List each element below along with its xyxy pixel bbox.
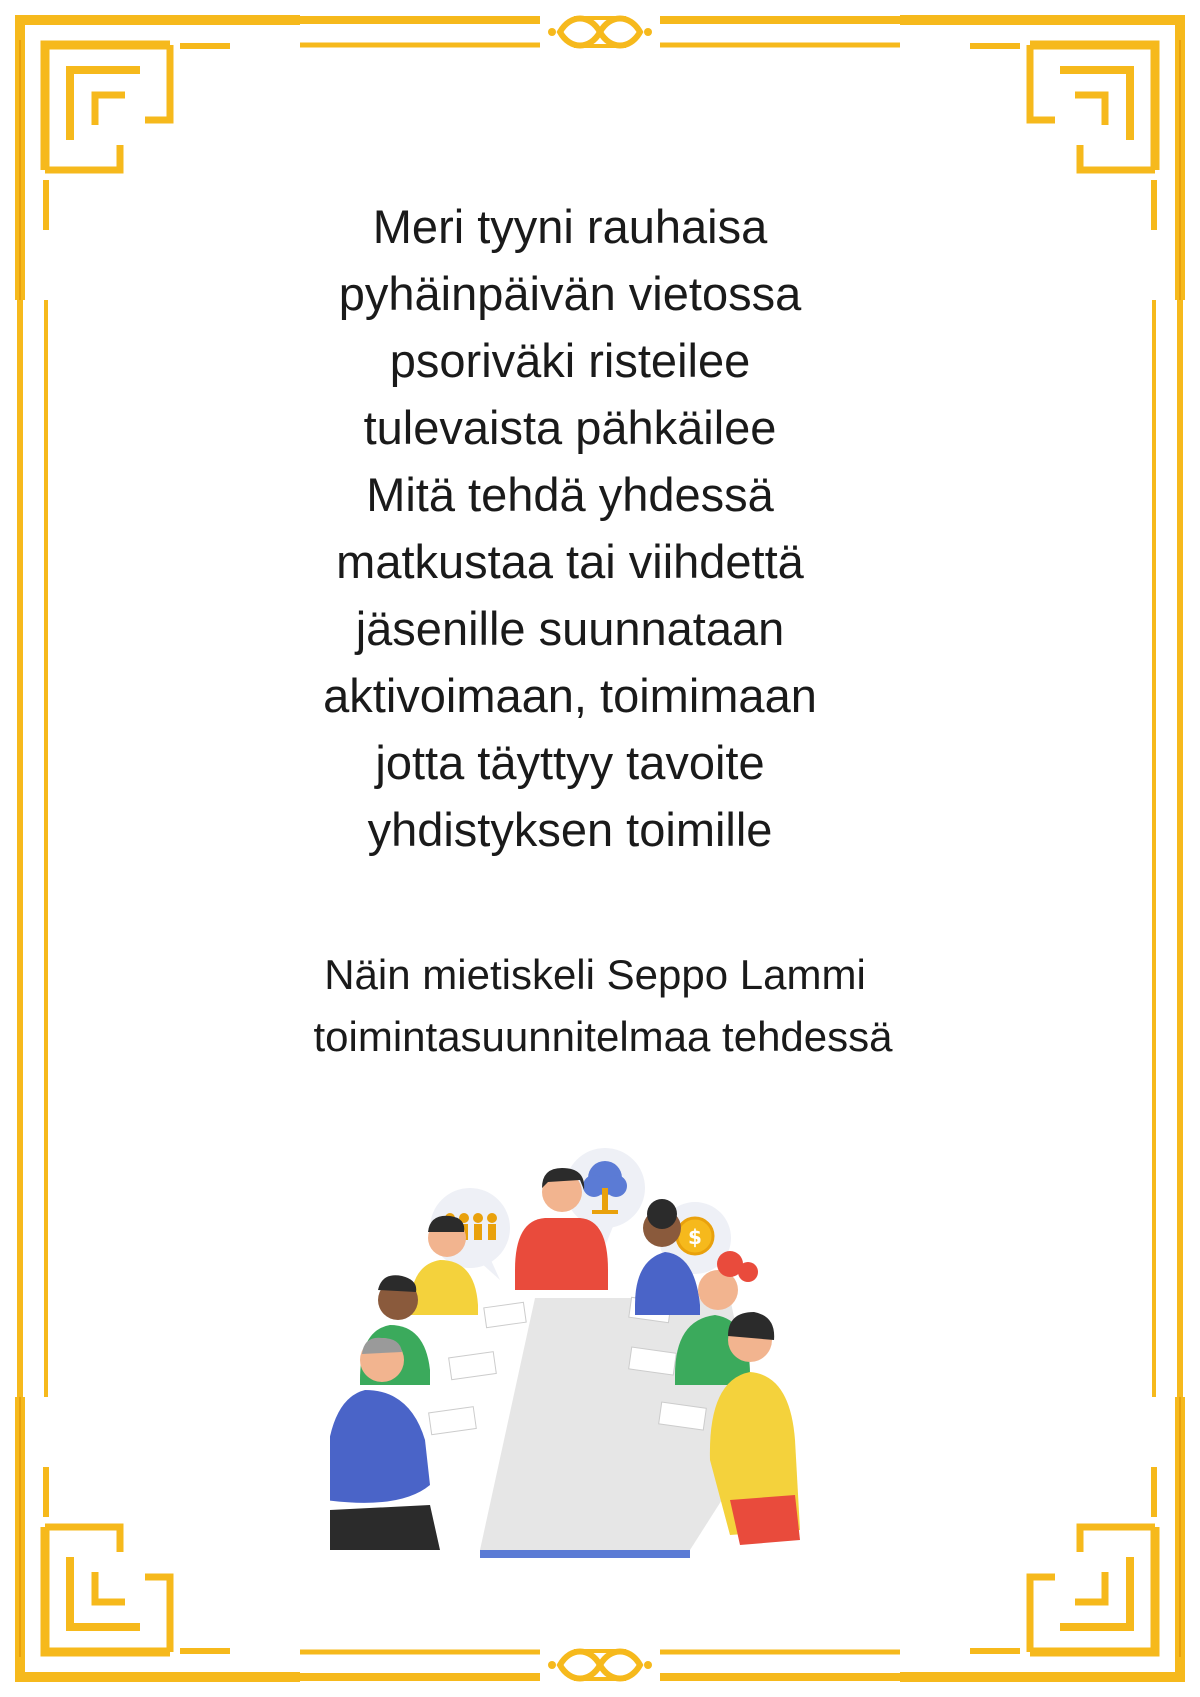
poem [0, 193, 1140, 863]
poem-line: pyhäinpäivän vietossa [338, 267, 802, 320]
signature-line: Näin mietiskeli Seppo Lammi [324, 951, 866, 998]
poem-line: yhdistyksen toimille [367, 803, 773, 856]
frame-corner-bottom-right [900, 1397, 1180, 1677]
meeting-illustration [330, 1140, 870, 1580]
poem-line: Mitä tehdä yhdessä [366, 468, 774, 521]
poem-line: matkustaa tai viihdettä [336, 535, 804, 588]
poem-line: jotta täyttyy tavoite [375, 736, 765, 789]
dollar-coin-icon [677, 1218, 713, 1254]
poem-line: aktivoimaan, toimimaan [323, 669, 817, 722]
frame-corner-bottom-left [20, 1397, 300, 1677]
svg-text:$: $ [688, 1225, 702, 1249]
signature [0, 944, 1200, 1068]
poem-line: jäsenille suunnataan [355, 602, 785, 655]
poem-line: Meri tyyni rauhaisa [372, 200, 768, 253]
poem-line: tulevaista pähkäilee [363, 401, 777, 454]
poem-line: psoriväki risteilee [389, 334, 751, 387]
signature-line: toimintasuunnitelmaa tehdessä [313, 1013, 893, 1060]
